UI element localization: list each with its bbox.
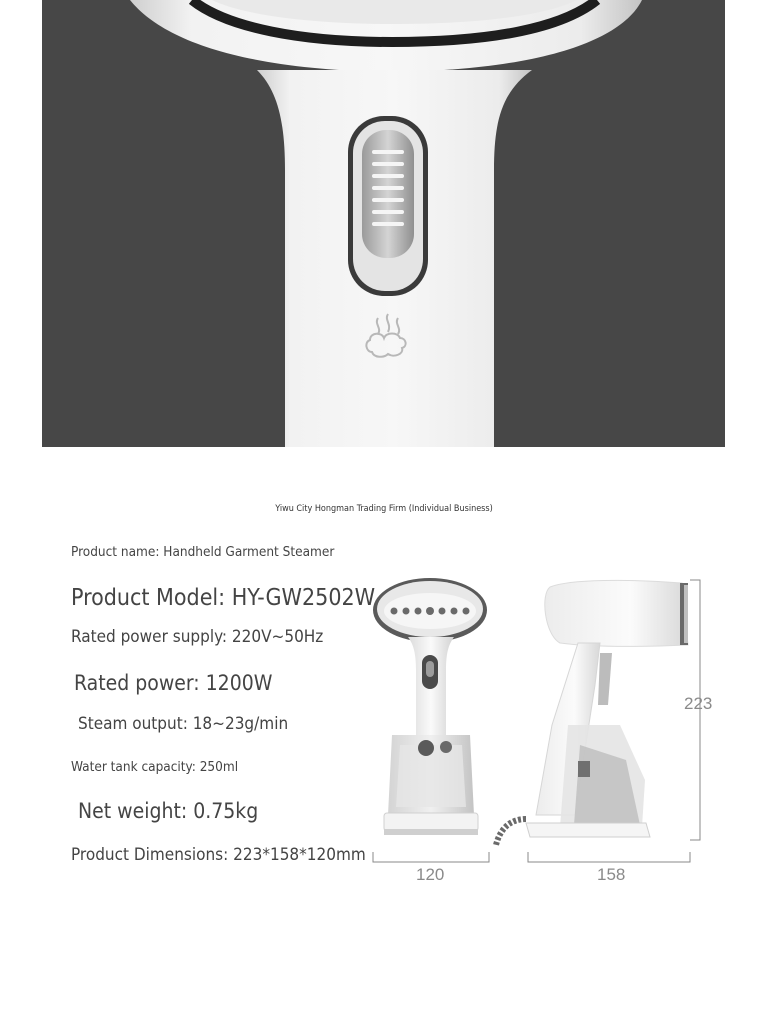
dimension-side-width-label: 158 (597, 865, 626, 884)
spec-product-name: Product name: Handheld Garment Steamer (71, 544, 335, 560)
company-name: Yiwu City Hongman Trading Firm (Individual Business) (275, 504, 493, 514)
spec-steam-output: Steam output: 18~23g/min (78, 714, 289, 734)
spec-dimensions: Product Dimensions: 223*158*120mm (71, 845, 366, 865)
dimension-front-width-label: 120 (416, 865, 445, 884)
spec-rated-power: Rated power: 1200W (74, 671, 273, 695)
spec-rated-power-supply: Rated power supply: 220V~50Hz (71, 627, 324, 647)
spec-net-weight: Net weight: 0.75kg (78, 799, 259, 823)
spec-water-tank: Water tank capacity: 250ml (71, 759, 239, 775)
dimension-height-label: 223 (684, 694, 713, 713)
spec-product-model: Product Model: HY-GW2502W (71, 585, 376, 611)
